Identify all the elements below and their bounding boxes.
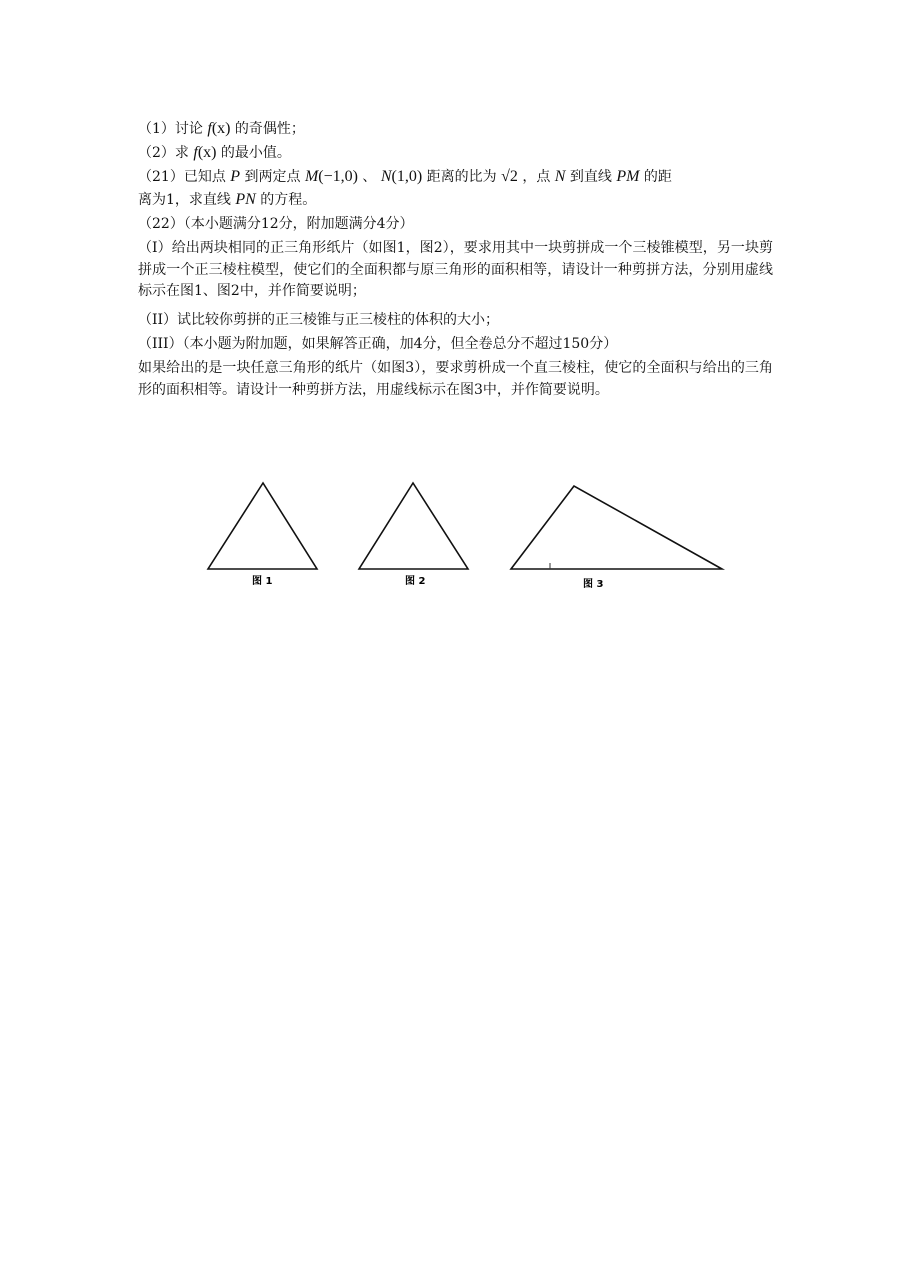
line-part1: [138, 118, 773, 141]
math-PN: PN: [235, 190, 256, 208]
math-N-coords: (1,0): [391, 168, 423, 185]
math-x: (x): [211, 120, 231, 137]
math-N: N: [554, 168, 566, 185]
question-21: [138, 166, 773, 211]
text-q21-e: ，点: [517, 169, 555, 185]
text-q21-f: 到直线: [565, 169, 617, 185]
math-f: f: [193, 144, 198, 161]
text-l2-prefix: （2）求: [138, 145, 194, 161]
text-l1-prefix: （1）讨论: [138, 121, 208, 137]
figure-2-caption: 图 2: [405, 576, 426, 587]
triangle-figure-1: [208, 483, 317, 569]
math-M: M: [304, 168, 319, 185]
math-sqrt2: √2: [501, 168, 518, 185]
figure-3-caption: 图 3: [583, 579, 604, 590]
math-PM: PM: [616, 168, 640, 185]
question-22-part-III-text: 如果给出的是一块任意三角形的纸片（如图3），要求剪枡成一个直三棱柱，使它的全面积与给出的三角形的面积相等。请设计一种剪拼方法，用虚线标示在图3中，并作简要说明。: [138, 360, 773, 398]
math-M-coords: (−1,0): [318, 168, 358, 185]
math-P: P: [230, 168, 241, 185]
question-22-part-III: （III）（本小题为附加题，如果解答正确，加4分，但全卷总分不超过150分）: [138, 336, 618, 352]
line-part2: [138, 142, 773, 165]
text-q21-a: （21）已知点: [138, 169, 231, 185]
text-q21-i: 的方程。: [255, 191, 317, 208]
text-q21-h: 离为1，求直线: [138, 191, 236, 208]
text-l2-suffix: 的最小值。: [216, 145, 291, 161]
figure-triangles: [200, 470, 740, 610]
question-22-header: （22）（本小题满分12分，附加题满分4分）: [138, 216, 414, 232]
question-22-part-II: （II）试比较你剪拼的正三棱锥与正三棱柱的体积的大小；: [138, 312, 500, 328]
figure-1-caption: 图 1: [252, 576, 273, 587]
text-q21-c: 、: [357, 169, 381, 185]
question-22-part-I: （I）给出两块相同的正三角形纸片（如图1，图2），要求用其中一块剪拼成一个三棱锥模型，另一块剪拼成一个正三棱柱模型，使它们的全面积都与原三角形的面积相等，请设计一种剪拼方法，分别用虚线标示在图1、图2中，并作简要说明；: [138, 240, 773, 299]
text-l1-suffix: 的奇偶性；: [230, 121, 305, 137]
text-q21-b: 到两定点: [240, 169, 305, 185]
math-N: N: [380, 168, 392, 185]
math-x: (x): [197, 144, 217, 161]
text-q21-g: 的距: [639, 169, 672, 185]
triangle-figure-3: [511, 486, 722, 569]
triangle-figure-2: [359, 483, 468, 569]
text-q21-d: 距离的比为: [422, 169, 502, 185]
math-f: f: [207, 120, 212, 137]
